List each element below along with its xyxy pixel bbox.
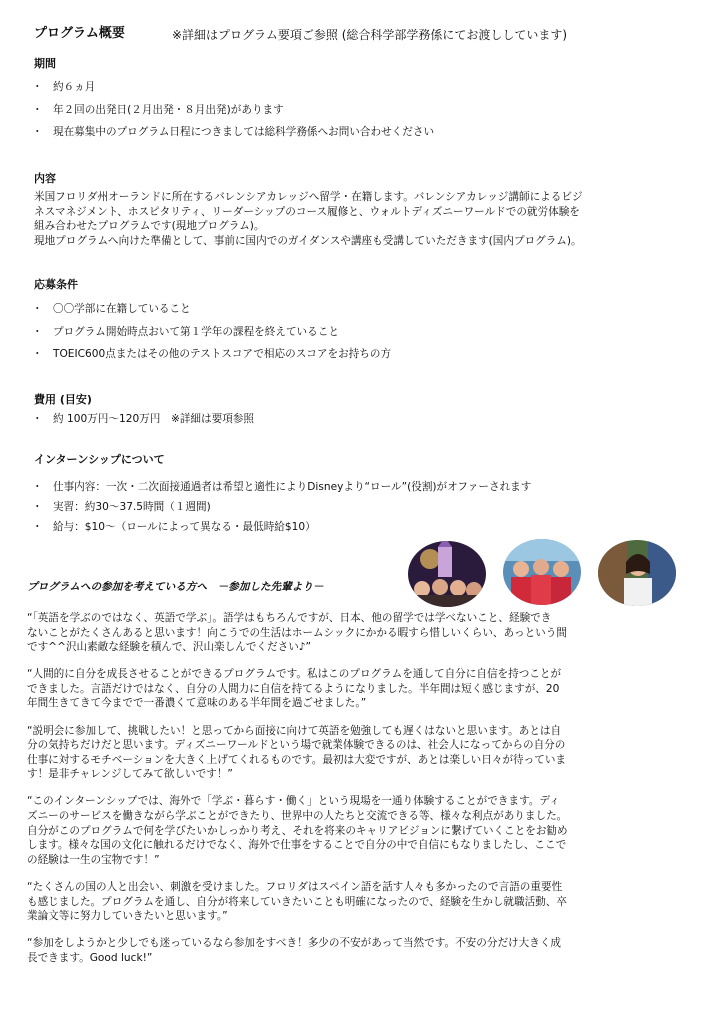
testimonial-line: できました。言語だけではなく、自分の人間力に自信を持てるようになりました。半年間は短く感じますが、20: [27, 682, 560, 695]
testimonial-line: 分の気持ちだけだと思います。ディズニーワールドという場で就業体験できるのは、社会人になってからの自分の: [27, 739, 566, 752]
list-item: ・ プログラム開始時点おいて第１学年の課程を終えていること: [34, 321, 391, 344]
testimonial: [27, 880, 677, 924]
internship-list: [34, 477, 531, 537]
testimonial-line: 自分がこのプログラムで何を学びたいかしっかり考え、それを将来のキャリアビジョンに繋げていくことをお勧め: [27, 824, 568, 837]
testimonial: [27, 724, 677, 782]
content-line: ネスマネジメント、ホスピタリティ、リーダーシップのコース履修と、ウォルトディズニーワールドでの就労体験を: [34, 205, 580, 218]
testimonial-line: “このインターンシップでは、海外で「学ぶ・暮らす・働く」という現場を一通り体験することができます。ディ: [27, 795, 560, 808]
testimonial: [27, 794, 677, 867]
testimonial-line: ないことがたくさんあると思います！向こうでの生活はホームシックにかかる暇すら惜しいくらい、あっという間: [27, 626, 567, 639]
list-item: ・ 年２回の出発日(２月出発・８月出発)があります: [34, 99, 434, 122]
testimonial-line: “参加をしようかと少しでも迷っているなら参加をすべき！多少の不安があって当然です。不安の分だけ大きく成: [27, 937, 562, 950]
list-item: ・ 実習：約30～37.5時間（１週間): [34, 497, 531, 517]
testimonial-line: “たくさんの国の人と出会い、刺激を受けました。フロリダはスペイン語を話す人々も多かったので言語の重要性: [27, 880, 563, 893]
content-line: 組み合わせたプログラムです(現地プログラム)。: [34, 220, 265, 233]
cost-list: [34, 409, 254, 429]
overview-note: ※詳細はプログラム要項ご参照 (総合科学部学務係にてお渡ししています): [172, 28, 568, 42]
testimonial-line: 業論文等に努力していきたいと思います。”: [27, 910, 228, 923]
requirements-heading: 応募条件: [34, 278, 78, 291]
period-list: [34, 76, 434, 144]
requirements-list: [34, 298, 391, 366]
list-item: ・ 仕事内容：一次・二次面接通過者は希望と適性によりDisneyより“ロール”(役割)がオファーされます: [34, 477, 531, 497]
photo-castle-group: [408, 541, 486, 607]
list-item: ・ 給与：$10～（ロールによって異なる・最低時給$10）: [34, 517, 531, 537]
testimonial-line: 年間生きてきて今までで一番濃くて意味のある半年間を過ごせました。”: [27, 697, 367, 710]
testimonial-line: 長できます。Good luck!”: [27, 951, 153, 964]
testimonials-heading: プログラムへの参加を考えている方へ －参加した先輩より－: [27, 581, 324, 593]
testimonial: [27, 611, 677, 655]
content-line: 米国フロリダ州オーランドに所在するバレンシアカレッジへ留学・在籍します。バレンシアカレッジ講師によるビジ: [34, 191, 583, 203]
list-item: ・ 約６ヵ月: [34, 76, 434, 99]
photo-group-costumes: [503, 539, 581, 605]
testimonial-line: す！是非チャレンジしてみて欲しいです！”: [27, 768, 233, 781]
period-heading: 期間: [34, 57, 56, 70]
testimonial-line: します。様々な国の文化に触れるだけでなく、海外で仕事をすることで自分の中で自信にもなりましたし、ここで: [27, 839, 567, 852]
page-title: プログラム概要: [34, 26, 125, 41]
content-line: 現地プログラムへ向けた準備として、事前に国内でのガイダンスや講座も受講していただきます(国内プログラム)。: [34, 234, 582, 247]
content-heading: 内容: [34, 172, 56, 185]
testimonial-line: “説明会に参加して、挑戦したい！と思ってから面接に向けて英語を勉強しても遅くはないと思います。あとは自: [27, 724, 562, 737]
testimonial: [27, 667, 677, 711]
testimonial-line: です^^沢山素敵な経験を積んで、沢山楽しんでください♪”: [27, 641, 312, 654]
testimonial-line: “「英語を学ぶのではなく、英語で学ぶ」。語学はもちろんですが、日本、他の留学では学べないこと、経験でき: [27, 612, 552, 624]
internship-heading: インターンシップについて: [34, 453, 165, 466]
testimonial-line: も感じました。プログラムを通し、自分が将来していきたいことも明確になったので、経験を生かし就職活動、卒: [27, 895, 567, 908]
list-item: ・ 〇〇学部に在籍していること: [34, 298, 391, 321]
testimonial: [27, 936, 677, 965]
testimonials-list: [27, 611, 677, 978]
content-paragraph: [34, 190, 694, 248]
photo-student: [598, 540, 676, 606]
list-item: ・ TOEIC600点またはその他のテストスコアで相応のスコアをお持ちの方: [34, 343, 391, 366]
list-item: ・ 現在募集中のプログラム日程につきましては総科学務係へお問い合わせください: [34, 121, 434, 144]
testimonial-line: “人間的に自分を成長させることができるプログラムです。私はこのプログラムを通して自分に自信を持つことが: [27, 668, 562, 681]
list-item: ・ 約 100万円～120万円 ※詳細は要項参照: [34, 409, 254, 429]
testimonial-line: 仕事に対するモチベーションを大きく上げてくれるものです。最初は大変ですが、あとは楽しい日々が待っていま: [27, 753, 567, 766]
cost-heading: 費用 (目安): [34, 393, 92, 406]
testimonial-line: ズニーのサービスを働きながら学ぶことができたり、世界中の人たちと交流できる等、様々な利点がありました。: [27, 810, 568, 823]
testimonial-line: の経験は一生の宝物です！”: [27, 853, 160, 866]
